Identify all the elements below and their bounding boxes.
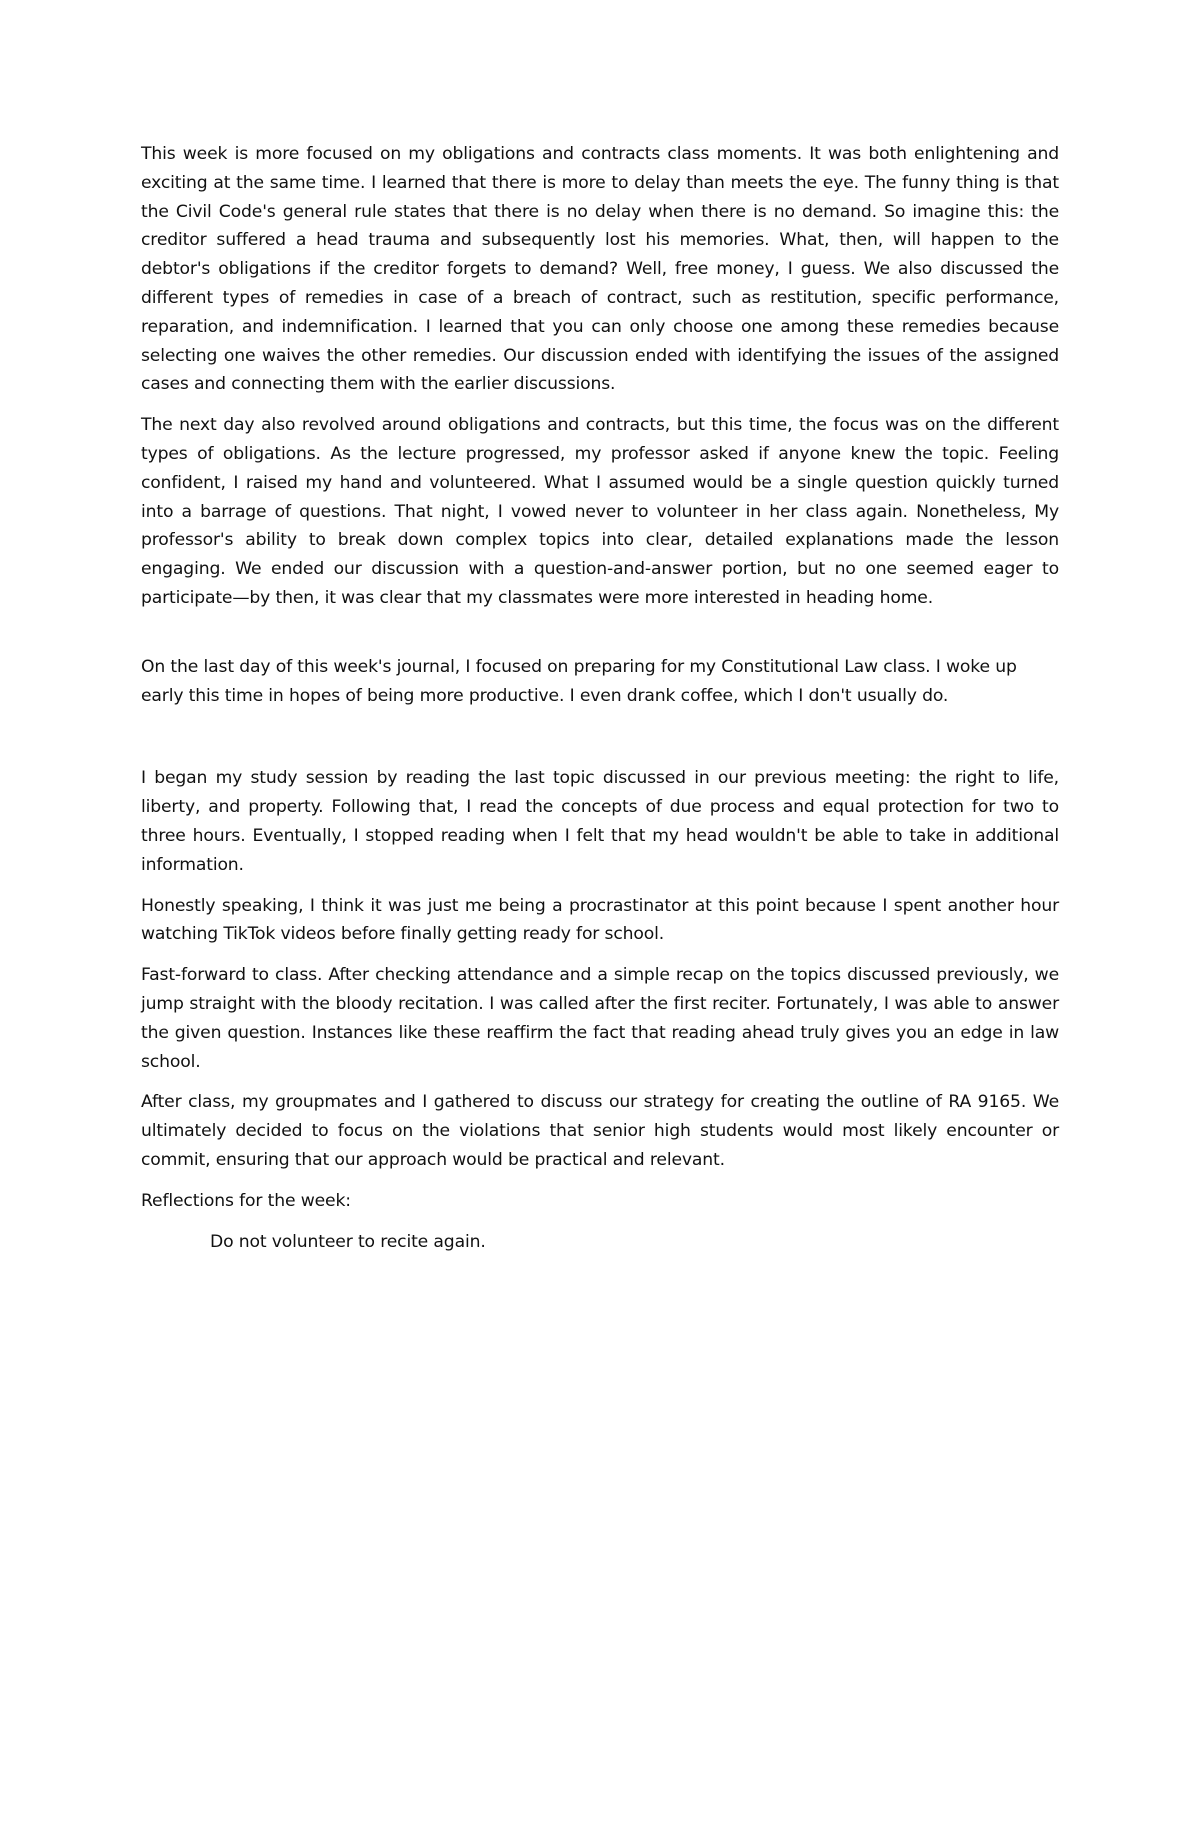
- reflections-heading: Reflections for the week:: [141, 1190, 351, 1211]
- reflection-item: Do not volunteer to recite again.: [210, 1231, 486, 1252]
- paragraph-procrastination: Honestly speaking, I think it was just me being a procrastinator at this point because I spent another hour watching TikTok videos before finally getting ready for school.: [141, 895, 1059, 945]
- paragraph-obligations-delay: This week is more focused on my obligations and contracts class moments. It was both enlightening and exciting at the same time. I learned that there is more to delay than meets the eye. The funny thing is that the Civil Code's general rule states that there is no delay when there is no demand. So imagine this: the creditor suffered a head trauma and subsequently lost his memories. What, then, will happen to the debtor's obligations if the creditor forgets to demand? Well, free money, I guess. We also discussed the different types of remedies in case of a breach of contract, such as restitution, specific performance, reparation, and indemnification. I learned that you can only choose one among these remedies because selecting one waives the other remedies. Our discussion ended with identifying the issues of the assigned cases and connecting them with the earlier discussions.: [141, 144, 1059, 395]
- paragraph-group-outline: After class, my groupmates and I gathered to discuss our strategy for creating the outline of RA 9165. We ultimately decided to focus on the violations that senior high students would most likely encounter or commit, ensuring that our approach would be practical and relevant.: [141, 1092, 1059, 1170]
- paragraph-recitation: Fast-forward to class. After checking attendance and a simple recap on the topics discussed previously, we jump straight with the bloody recitation. I was called after the first reciter. Fortunately, I was able to answer the given question. Instances like these reaffirm the fact that reading ahead truly gives you an edge in law school.: [141, 965, 1059, 1072]
- paragraph-study-session: I began my study session by reading the last topic discussed in our previous meeting: the right to life, liberty, and property. Following that, I read the concepts of due process and equal protection for two to three hours. Eventually, I stopped reading when I felt that my head wouldn't be able to take in additional information.: [141, 768, 1059, 875]
- paragraph-constitutional-law-prep: On the last day of this week's journal, I focused on preparing for my Constitutional Law class. I woke up early this time in hopes of being more productive. I even drank coffee, which I don't usually do.: [141, 656, 1017, 706]
- paragraph-types-of-obligations: The next day also revolved around obligations and contracts, but this time, the focus was on the different types of obligations. As the lecture progressed, my professor asked if anyone knew the topic. Feeling confident, I raised my hand and volunteered. What I assumed would be a single question quickly turned into a barrage of questions. That night, I vowed never to volunteer in her class again. Nonetheless, My professor's ability to break down complex topics into clear, detailed explanations made the lesson engaging. We ended our discussion with a question-and-answer portion, but no one seemed eager to participate—by then, it was clear that my classmates were more interested in heading home.: [141, 415, 1059, 608]
- document-page: [141, 140, 1059, 1256]
